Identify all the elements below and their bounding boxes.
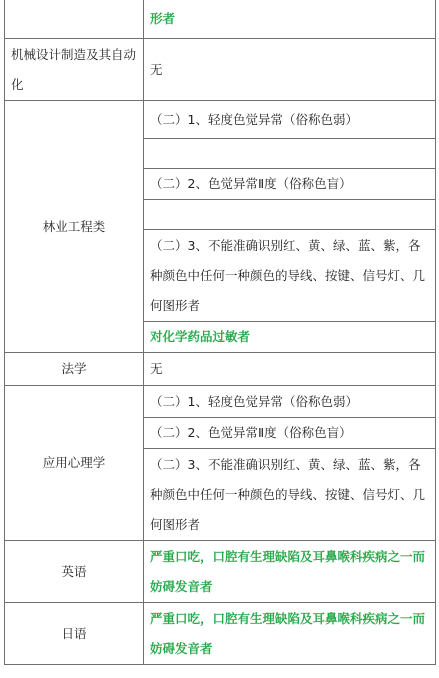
major-cell: 日语	[5, 603, 144, 665]
requirement-cell: 无	[144, 39, 436, 101]
major-cell: 法学	[5, 353, 144, 386]
requirement-cell: （二）1、轻度色觉异常（俗称色弱）	[144, 101, 436, 139]
requirement-cell: （二）3、不能准确识别红、黄、绿、蓝、紫，各种颜色中任何一种颜色的导线、按键、信号灯、几何图形者	[144, 449, 436, 541]
requirement-cell: 对化学药品过敏者	[144, 322, 436, 353]
major-cell: 机械设计制造及其自动化	[5, 39, 144, 101]
table-row	[5, 101, 436, 139]
requirement-cell: 严重口吃，口腔有生理缺陷及耳鼻喉科疾病之一而妨碍发音者	[144, 541, 436, 603]
requirement-cell: 严重口吃，口腔有生理缺陷及耳鼻喉科疾病之一而妨碍发音者	[144, 603, 436, 665]
requirement-cell: 无	[144, 353, 436, 386]
requirement-cell: （二）2、色觉异常Ⅱ度（俗称色盲）	[144, 418, 436, 449]
table-row	[5, 603, 436, 665]
table-row	[5, 386, 436, 418]
requirement-cell: 形者	[144, 0, 436, 39]
major-cell: 应用心理学	[5, 386, 144, 541]
table-row	[5, 541, 436, 603]
table-row	[5, 39, 436, 101]
requirement-cell: （二）3、不能准确识别红、黄、绿、蓝、紫，各种颜色中任何一种颜色的导线、按键、信号灯、几何图形者	[144, 230, 436, 322]
major-cell	[5, 0, 144, 39]
requirement-cell	[144, 200, 436, 230]
major-cell: 林业工程类	[5, 101, 144, 353]
requirement-cell: （二）1、轻度色觉异常（俗称色弱）	[144, 386, 436, 418]
table-row	[5, 0, 436, 39]
table-row	[5, 353, 436, 386]
major-cell: 英语	[5, 541, 144, 603]
major-restriction-table	[4, 0, 436, 665]
requirement-cell: （二）2、色觉异常Ⅱ度（俗称色盲）	[144, 169, 436, 200]
requirement-cell	[144, 139, 436, 169]
